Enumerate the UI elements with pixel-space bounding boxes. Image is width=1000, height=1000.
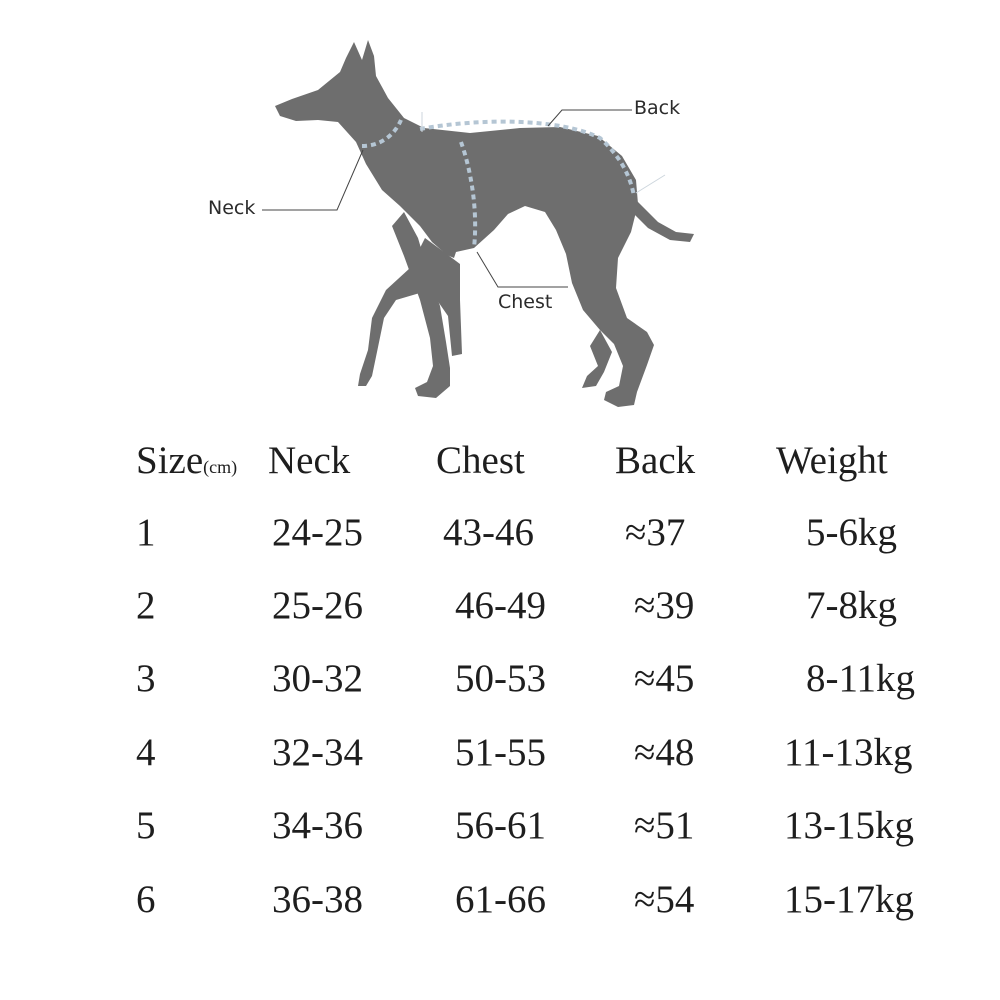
back-label: Back xyxy=(634,97,681,119)
neck-label: Neck xyxy=(208,197,256,219)
cell-weight: 8-11kg xyxy=(806,657,916,700)
cell-neck: 24-25 xyxy=(272,511,363,554)
header-weight: Weight xyxy=(776,439,888,482)
cell-weight: 15-17kg xyxy=(784,878,914,921)
header-unit: (cm) xyxy=(203,457,238,477)
header-size: Size(cm) xyxy=(136,439,238,482)
cell-size: 1 xyxy=(136,511,156,554)
cell-chest: 50-53 xyxy=(455,657,546,700)
header-neck: Neck xyxy=(268,439,351,482)
cell-back: ≈39 xyxy=(634,584,695,627)
cell-chest: 46-49 xyxy=(455,584,546,627)
cell-neck: 30-32 xyxy=(272,657,363,700)
cell-size: 2 xyxy=(136,584,156,627)
cell-chest: 56-61 xyxy=(455,804,546,847)
cell-size: 5 xyxy=(136,804,156,847)
chest-label: Chest xyxy=(498,291,553,313)
cell-size: 6 xyxy=(136,878,156,921)
cell-weight: 7-8kg xyxy=(806,584,897,627)
cell-neck: 34-36 xyxy=(272,804,363,847)
cell-size: 4 xyxy=(136,731,156,774)
cell-size: 3 xyxy=(136,657,156,700)
cell-back: ≈54 xyxy=(634,878,695,921)
cell-weight: 5-6kg xyxy=(806,511,897,554)
cell-neck: 25-26 xyxy=(272,584,363,627)
cell-back: ≈48 xyxy=(634,731,695,774)
cell-chest: 43-46 xyxy=(443,511,534,554)
cell-back: ≈37 xyxy=(625,511,686,554)
header-back: Back xyxy=(615,439,696,482)
cell-back: ≈45 xyxy=(634,657,695,700)
cell-weight: 11-13kg xyxy=(784,731,913,774)
cell-chest: 61-66 xyxy=(455,878,546,921)
cell-neck: 32-34 xyxy=(272,731,363,774)
cell-weight: 13-15kg xyxy=(784,804,914,847)
cell-neck: 36-38 xyxy=(272,878,363,921)
cell-back: ≈51 xyxy=(634,804,695,847)
header-chest: Chest xyxy=(436,439,525,482)
cell-chest: 51-55 xyxy=(455,731,546,774)
